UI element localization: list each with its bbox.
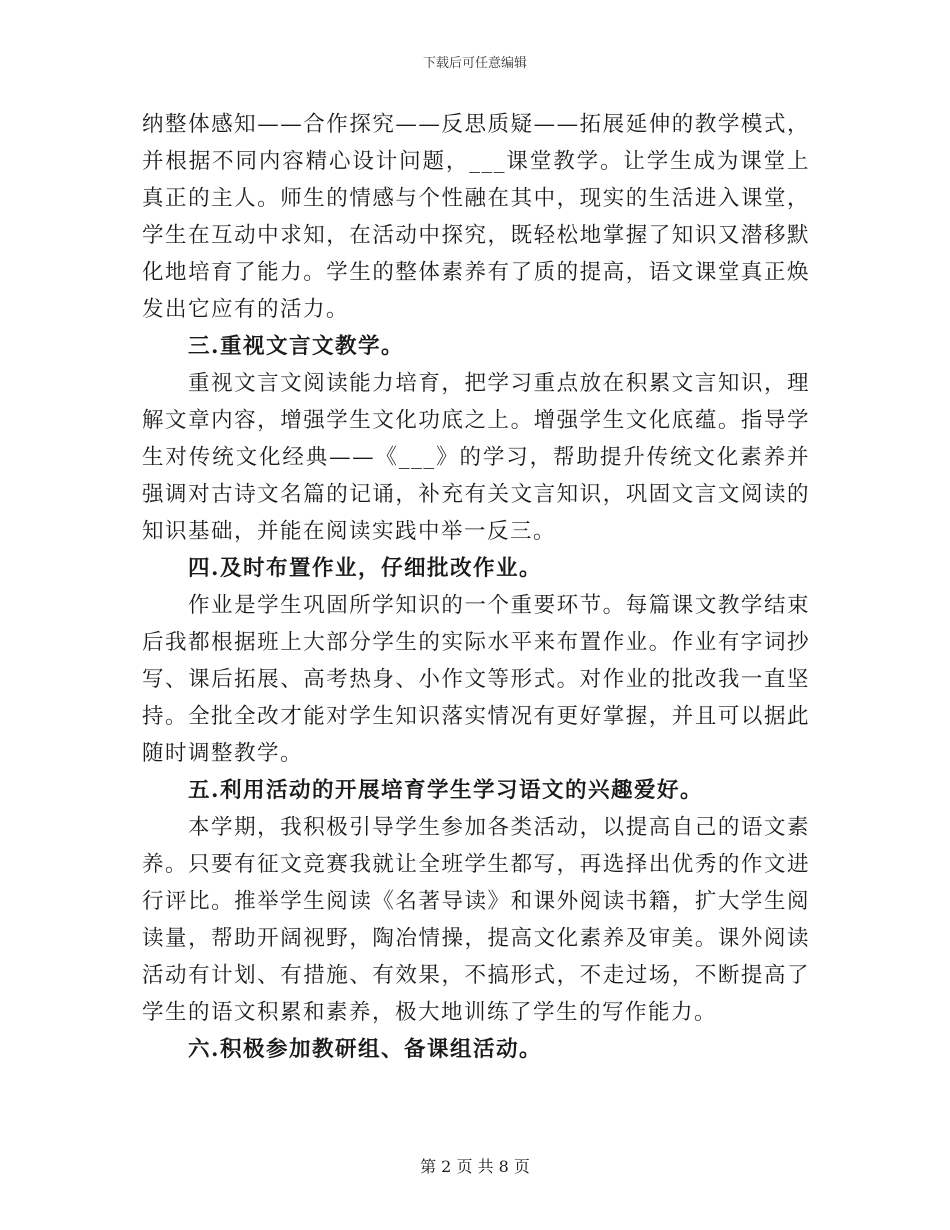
paragraph-classical-chinese: 重视文言文阅读能力培育，把学习重点放在积累文言知识，理解文章内容，增强学生文化功底之上。增强学生文化底蕴。指导学生对传统文化经典——《___》的学习，帮助提升传统文化素养并强调对古诗文名篇的记诵，补充有关文言知识，巩固文言文阅读的知识基础，并能在阅读实践中举一反三。 [142, 371, 810, 544]
page-number: 第 2 页 共 8 页 [420, 1157, 530, 1176]
paragraph-activities: 本学期，我积极引导学生参加各类活动，以提高自己的语文素养。只要有征文竞赛我就让全班学生都写，再选择出优秀的作文进行评比。推举学生阅读《名著导读》和课外阅读书籍，扩大学生阅读量，帮助开阔视野，陶冶情操，提高文化素养及审美。课外阅读活动有计划、有措施、有效果，不搞形式，不走过场，不断提高了学生的语文积累和素养，极大地训练了学生的写作能力。 [142, 815, 810, 1025]
paragraph-teaching-mode: 纳整体感知——合作探究——反思质疑——拓展延伸的教学模式，并根据不同内容精心设计问题，___课堂教学。让学生成为课堂上真正的主人。师生的情感与个性融在其中，现实的生活进入课堂，学生在互动中求知，在活动中探究，既轻松地掌握了知识又潜移默化地培育了能力。学生的整体素养有了质的提高，语文课堂真正焕发出它应有的活力。 [142, 112, 810, 322]
section-heading-activities: 五.利用活动的开展培育学生学习语文的兴趣爱好。 [188, 778, 703, 803]
section-heading-classical-chinese: 三.重视文言文教学。 [188, 334, 404, 359]
header-note: 下载后可任意编辑 [422, 56, 527, 71]
paragraph-homework: 作业是学生巩固所学知识的一个重要环节。每篇课文教学结束后我都根据班上大部分学生的实际水平来布置作业。作业有字词抄写、课后拓展、高考热身、小作文等形式。对作业的批改我一直坚持。全批全改才能对学生知识落实情况有更好掌握，并且可以据此随时调整教学。 [142, 593, 810, 766]
section-heading-homework: 四.及时布置作业，仔细批改作业。 [188, 556, 542, 581]
section-heading-research-group: 六.积极参加教研组、备课组活动。 [188, 1037, 542, 1062]
document-body [142, 106, 810, 1068]
